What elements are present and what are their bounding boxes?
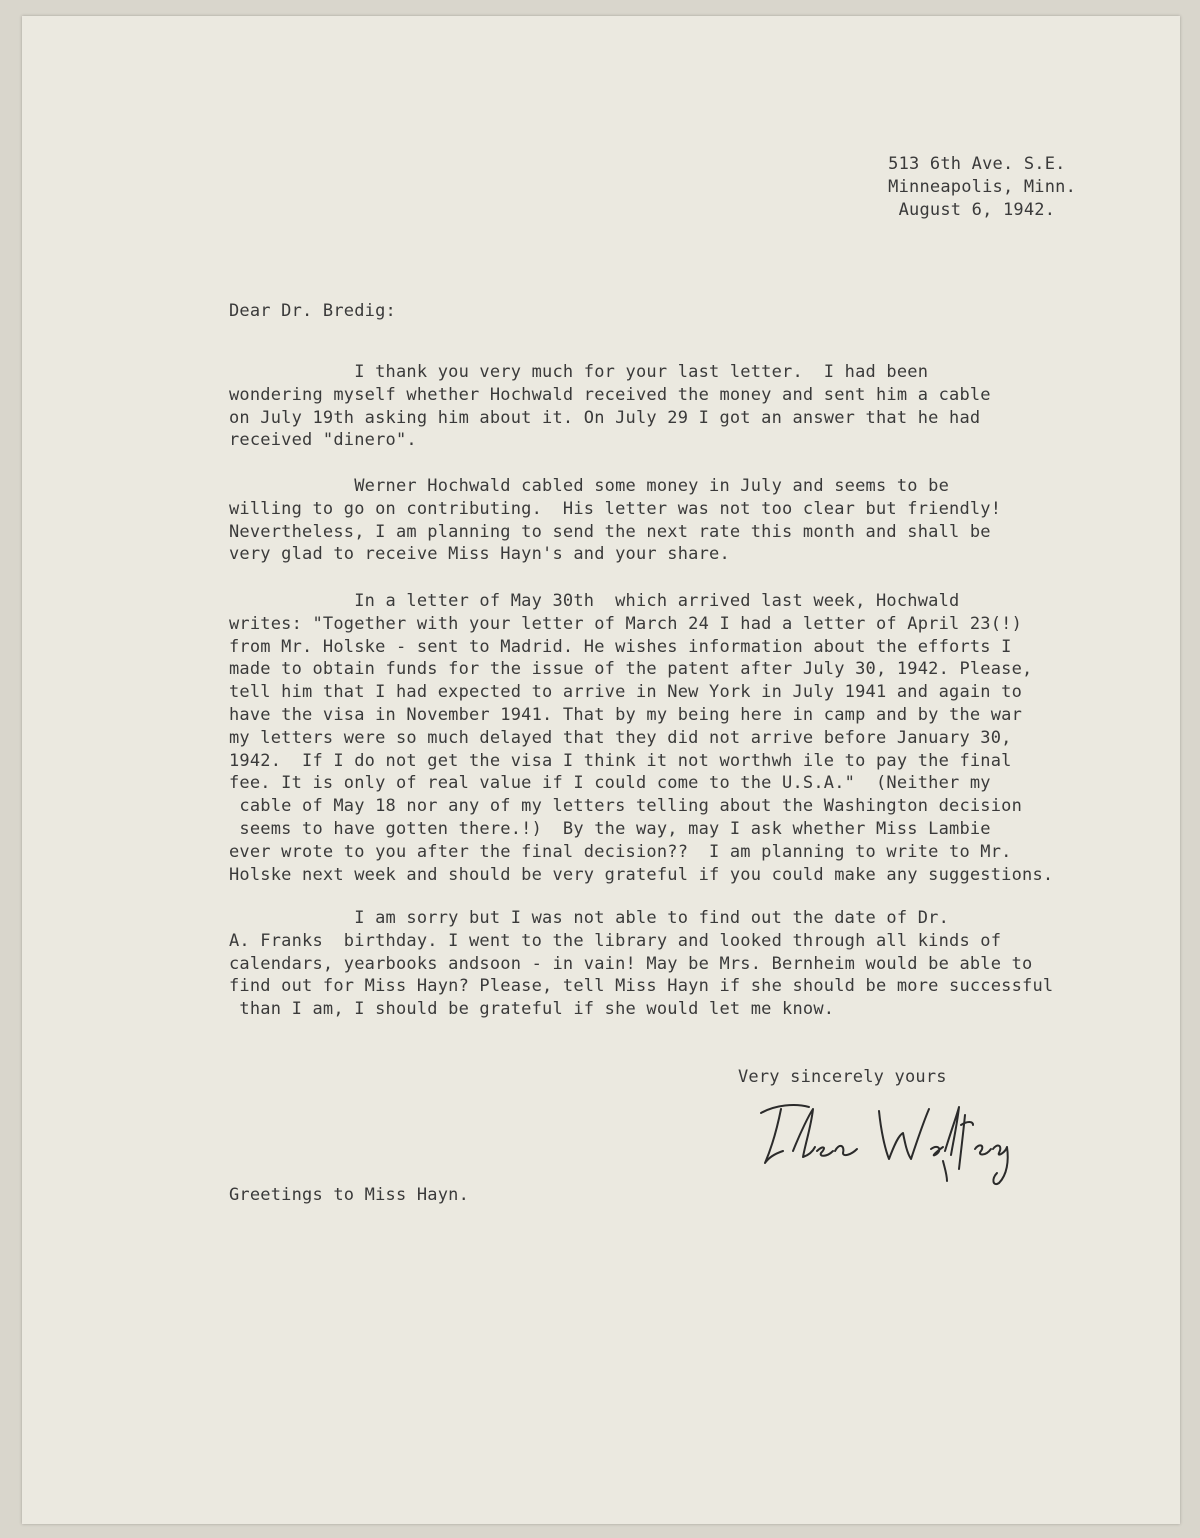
text-line: than I am, I should be grateful if she would let me know. [229, 999, 835, 1020]
text-line: Nevertheless, I am planning to send the next rate this month and shall be [229, 521, 991, 542]
text-line: made to obtain funds for the issue of the patent after July 30, 1942. Please, [229, 659, 1033, 680]
paragraph-1 [229, 361, 991, 452]
text-line: very glad to receive Miss Hayn's and your share. [229, 544, 730, 565]
text-line: have the visa in November 1941. That by my being here in camp and by the war [229, 704, 1023, 725]
text-line: tell him that I had expected to arrive in New York in July 1941 and again to [229, 682, 1023, 703]
text-line: ever wrote to you after the final decision?? I am planning to write to Mr. [229, 841, 1012, 862]
text-line: Werner Hochwald cabled some money in July and seems to be [229, 476, 950, 496]
text-line: on July 19th asking him about it. On July 29 I got an answer that he had [229, 407, 981, 428]
address-street: 513 6th Ave. S.E. [836, 154, 1066, 174]
text-line: willing to go on contributing. His letter was not too clear but friendly! [229, 498, 1002, 519]
text-line: A. Franks birthday. I went to the library and looked through all kinds of [229, 930, 1002, 951]
closing: Very sincerely yours [738, 1067, 947, 1087]
paragraph-2 [229, 475, 1001, 566]
text-line: wondering myself whether Hochwald received the money and sent him a cable [229, 384, 991, 405]
text-line: from Mr. Holske - sent to Madrid. He wishes information about the efforts I [229, 636, 1012, 657]
paragraph-4 [229, 907, 1053, 1021]
sender-address [836, 153, 1076, 221]
text-line: cable of May 18 nor any of my letters telling about the Washington decision [229, 796, 1023, 817]
text-line: 1942. If I do not get the visa I think it not worthwh ile to pay the final [229, 750, 1012, 771]
address-city: Minneapolis, Minn. [836, 176, 1077, 197]
salutation: Dear Dr. Bredig: [229, 301, 396, 321]
text-line: received "dinero". [229, 430, 417, 451]
text-line: find out for Miss Hayn? Please, tell Miss Hayn if she should be more successful [229, 976, 1054, 997]
text-line: fee. It is only of real value if I could come to the U.S.A." (Neither my [229, 773, 991, 794]
letter-date: August 6, 1942. [836, 199, 1056, 220]
text-line: In a letter of May 30th which arrived last week, Hochwald [229, 591, 960, 611]
text-line: I am sorry but I was not able to find out the date of Dr. [229, 908, 950, 928]
text-line: my letters were so much delayed that they did not arrive before January 30, [229, 727, 1012, 748]
paragraph-3 [229, 590, 1053, 886]
text-line: I thank you very much for your last letter. I had been [229, 362, 929, 382]
text-line: Holske next week and should be very grateful if you could make any suggestions. [229, 864, 1054, 885]
postscript-greetings: Greetings to Miss Hayn. [229, 1185, 470, 1205]
handwritten-signature [747, 1091, 1027, 1201]
letter-page [22, 16, 1180, 1524]
text-line: calendars, yearbooks andsoon - in vain! May be Mrs. Bernheim would be able to [229, 953, 1033, 974]
text-line: seems to have gotten there.!) By the way, may I ask whether Miss Lambie [229, 818, 991, 839]
text-line: writes: "Together with your letter of March 24 I had a letter of April 23(!) [229, 613, 1023, 634]
